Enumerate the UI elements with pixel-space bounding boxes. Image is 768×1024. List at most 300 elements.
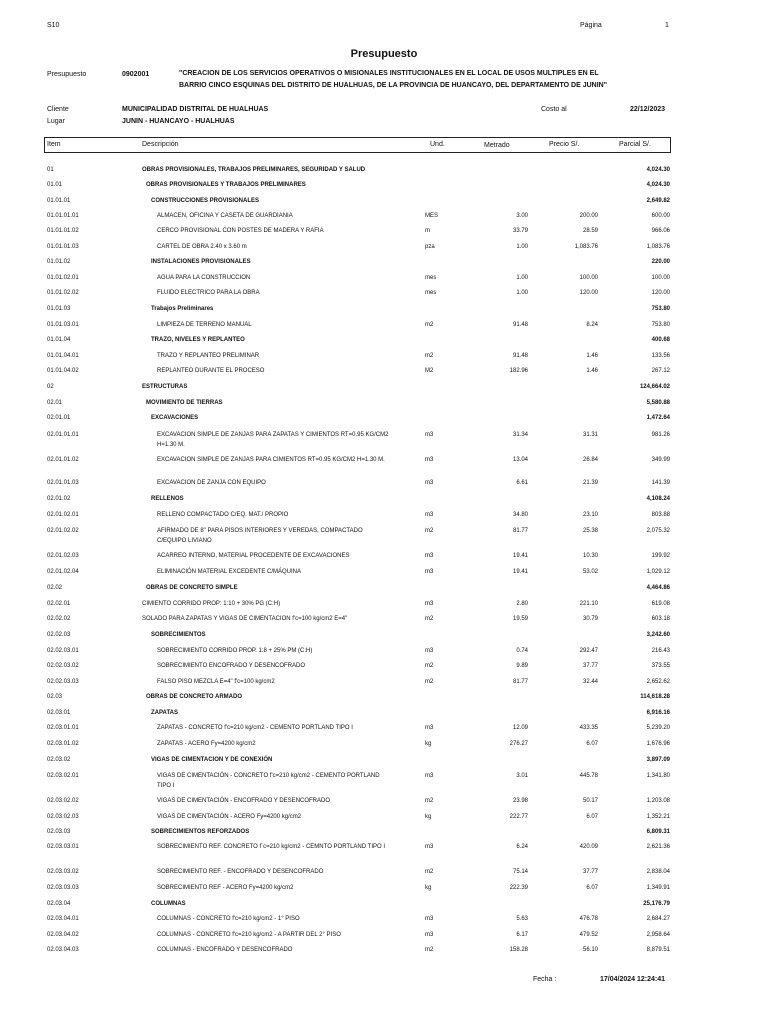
item-code: 02.01.02.01	[47, 512, 79, 518]
item-description: OBRAS PROVISIONALES, TRABAJOS PRELIMINARES, SEGURIDAD Y SALUD	[142, 167, 366, 173]
item-parcial: 2,075.32	[646, 528, 670, 534]
cliente-value: MUNICIPALIDAD DISTRITAL DE HUALHUAS	[122, 106, 269, 113]
costo-label: Costo al	[541, 106, 567, 113]
item-precio: 1,083.76	[574, 244, 598, 250]
item-description: OBRAS DE CONCRETO SIMPLE	[146, 585, 238, 591]
item-code: 02.03.04.02	[47, 932, 79, 938]
item-parcial: 1,676.96	[646, 741, 670, 747]
table-row	[0, 226, 768, 242]
col-parcial: Parcial S/.	[619, 141, 651, 148]
table-row	[0, 883, 768, 899]
item-description: TRAZO, NIVELES Y REPLANTEO	[151, 337, 245, 343]
col-metrado: Metrado	[484, 142, 510, 149]
item-metrado: 19.41	[512, 553, 528, 559]
item-code: 02.02.03.03	[47, 679, 79, 685]
item-unit: M2	[425, 368, 434, 374]
item-description: SOBRECIMIENTOS	[151, 632, 206, 638]
table-row	[0, 455, 768, 471]
item-unit: MES	[425, 213, 439, 219]
table-row	[0, 646, 768, 662]
col-item: Item	[47, 141, 61, 148]
item-precio: 200.00	[579, 213, 598, 219]
item-description: CARTEL DE OBRA 2.40 x 3.60 m	[157, 244, 247, 250]
costo-date: 22/12/2023	[630, 106, 666, 113]
item-description: COLUMNAS - CONCRETO f'c=210 kg/cm2 - 1° PISO	[157, 916, 300, 922]
item-unit: mes	[425, 275, 437, 281]
lugar-value: JUNIN - HUANCAYO - HUALHUAS	[122, 118, 235, 125]
item-precio: 1.46	[586, 368, 598, 374]
table-row	[0, 630, 768, 646]
item-metrado: 182.96	[509, 368, 528, 374]
item-unit: m2	[425, 679, 434, 685]
item-description: CONSTRUCCIONES PROVISIONALES	[151, 198, 260, 204]
item-code: 01.01.02.02	[47, 290, 79, 296]
item-metrado: 33.79	[512, 228, 528, 234]
item-description: REPLANTEO DURANTE EL PROCESO	[157, 368, 265, 374]
item-precio: 56.10	[582, 947, 598, 953]
table-row	[0, 867, 768, 883]
item-description: SOBRECIMIENTO REF. - ENCOFRADO Y DESENCOFRADO	[157, 869, 324, 875]
item-unit: m3	[425, 916, 434, 922]
item-metrado: 31.34	[512, 432, 528, 438]
cliente-label: Cliente	[47, 106, 69, 113]
table-row	[0, 583, 768, 599]
item-parcial: 100.00	[651, 275, 670, 281]
item-metrado: 34.80	[512, 512, 528, 518]
item-precio: 37.77	[582, 869, 598, 875]
item-code: 02.03.03.01	[47, 844, 79, 850]
item-parcial: 220.00	[651, 259, 670, 265]
item-unit: m2	[425, 528, 434, 534]
item-parcial: 753.80	[651, 322, 670, 328]
item-parcial: 216.43	[651, 648, 670, 654]
table-row	[0, 335, 768, 351]
item-precio: 120.00	[579, 290, 598, 296]
item-metrado: 6.17	[516, 932, 528, 938]
item-precio: 6.07	[586, 741, 598, 747]
item-parcial: 603.18	[651, 616, 670, 622]
item-precio: 8.24	[586, 322, 598, 328]
item-description: AFIRMADO DE 8" PARA PISOS INTERIORES Y VEREDAS, COMPACTADO C/EQUIPO LIVIANO	[157, 528, 363, 544]
col-descripcion: Descripción	[142, 141, 179, 148]
item-unit: m3	[425, 553, 434, 559]
item-precio: 31.31	[582, 432, 598, 438]
item-parcial: 981.26	[651, 432, 670, 438]
item-code: 02.03.02.01	[47, 773, 79, 779]
item-parcial: 1,341.80	[646, 773, 670, 779]
table-row	[0, 273, 768, 289]
item-description: VIGAS DE CIMENTACIÓN - CONCRETO f'c=210 kg/cm2 - CEMENTO PORTLAND TIPO I	[157, 773, 380, 789]
item-unit: m	[425, 228, 430, 234]
item-precio: 6.07	[586, 885, 598, 891]
item-code: 02.01.02.04	[47, 569, 79, 575]
item-code: 02.01.02	[47, 496, 71, 502]
item-code: 02.03.03.02	[47, 869, 79, 875]
item-metrado: 3.00	[516, 213, 528, 219]
item-unit: kg	[425, 814, 432, 820]
table-row	[0, 614, 768, 630]
item-unit: m2	[425, 322, 434, 328]
item-precio: 25.38	[582, 528, 598, 534]
item-unit: kg	[425, 885, 432, 891]
item-parcial: 1,083.76	[646, 244, 670, 250]
item-metrado: 19.41	[512, 569, 528, 575]
item-parcial: 3,242.60	[646, 632, 670, 638]
item-metrado: 222.77	[509, 814, 528, 820]
item-code: 02.02.01	[47, 601, 71, 607]
item-code: 02.01.01	[47, 415, 71, 421]
table-row	[0, 398, 768, 414]
item-description: RELLENOS	[151, 496, 184, 502]
table-row	[0, 366, 768, 382]
item-metrado: 9.89	[516, 663, 528, 669]
item-precio: 50.17	[582, 798, 598, 804]
page-title: Presupuesto	[350, 48, 418, 60]
item-metrado: 3.01	[516, 773, 528, 779]
item-parcial: 1,029.12	[646, 569, 670, 575]
table-row	[0, 180, 768, 196]
table-row	[0, 739, 768, 755]
item-precio: 6.07	[586, 814, 598, 820]
presupuesto-code: 0902001	[122, 71, 150, 78]
item-metrado: 81.77	[512, 679, 528, 685]
item-description: CERCO PROVISIONAL CON POSTES DE MADERA Y RAFIA	[157, 228, 324, 234]
table-row	[0, 382, 768, 398]
item-unit: m3	[425, 457, 434, 463]
item-code: 02.03	[47, 694, 63, 700]
item-precio: 479.52	[579, 932, 598, 938]
item-metrado: 2.80	[516, 601, 528, 607]
item-code: 01.01.01.01	[47, 213, 79, 219]
table-row	[0, 755, 768, 771]
item-unit: m2	[425, 869, 434, 875]
item-code: 01.01.04.02	[47, 368, 79, 374]
item-unit: m3	[425, 844, 434, 850]
item-unit: m2	[425, 353, 434, 359]
item-precio: 53.02	[582, 569, 598, 575]
item-code: 01.01	[47, 182, 63, 188]
project-name: "CREACION DE LOS SERVICIOS OPERATIVOS O MISIONALES INSTITUCIONALES EN EL LOCAL DE USOS MULTIPLES EN EL BARRIO CINCO ESQUINAS DEL DISTRITO DE HUALHUAS, DE LA PROVINCIA DE HUANCAYO, DEL DEPARTAMENTO DE JUNIN"	[179, 70, 608, 89]
item-unit: m3	[425, 569, 434, 575]
item-code: 02.03.03	[47, 829, 71, 835]
item-description: AGUA PARA LA CONSTRUCCION	[157, 275, 251, 281]
item-description: EXCAVACION DE ZANJA CON EQUIPO	[157, 480, 266, 486]
item-precio: 292.47	[579, 648, 598, 654]
item-parcial: 600.00	[651, 213, 670, 219]
item-description: SOBRECIMIENTO REF - ACERO Fy=4200 kg/cm2	[157, 885, 294, 891]
item-description: COLUMNAS - ENCOFRADO Y DESENCOFRADO	[157, 947, 293, 953]
item-metrado: 222.39	[509, 885, 528, 891]
item-parcial: 141.39	[651, 480, 670, 486]
item-code: 02.02.02	[47, 616, 71, 622]
table-row	[0, 165, 768, 181]
item-parcial: 199.92	[651, 553, 670, 559]
item-precio: 433.35	[579, 725, 598, 731]
item-code: 01.01.04	[47, 337, 71, 343]
item-metrado: 6.24	[516, 844, 528, 850]
item-description: VIGAS DE CIMENTACIÓN - ACERO Fy=4200 kg/cm2	[157, 814, 302, 820]
item-parcial: 4,024.30	[646, 182, 670, 188]
item-unit: m2	[425, 616, 434, 622]
table-row	[0, 677, 768, 693]
item-precio: 420.09	[579, 844, 598, 850]
item-description: ELIMINACIÓN MATERIAL EXCEDENTE C/MÁQUINA	[157, 569, 302, 575]
item-parcial: 5,580.88	[646, 400, 670, 406]
item-description: ZAPATAS	[151, 710, 178, 716]
item-parcial: 400.68	[651, 337, 670, 343]
item-description: ACARREO INTERNO, MATERIAL PROCEDENTE DE EXCAVACIONES	[157, 553, 350, 559]
item-description: SOLADO PARA ZAPATAS Y VIGAS DE CIMENTACION f'c=100 kg/cm2 E=4"	[142, 616, 348, 622]
item-metrado: 5.63	[516, 916, 528, 922]
item-precio: 30.79	[582, 616, 598, 622]
item-code: 02.02.03.02	[47, 663, 79, 669]
item-code: 02.01.02.03	[47, 553, 79, 559]
item-code: 02.01.01.02	[47, 457, 79, 463]
table-row	[0, 930, 768, 946]
item-parcial: 6,809.31	[646, 829, 670, 835]
table-row	[0, 351, 768, 367]
item-parcial: 133.56	[651, 353, 670, 359]
table-row	[0, 812, 768, 828]
item-unit: m2	[425, 663, 434, 669]
item-description: EXCAVACIONES	[151, 415, 199, 421]
table-row	[0, 914, 768, 930]
table-row	[0, 257, 768, 273]
table-row	[0, 692, 768, 708]
item-parcial: 803.88	[651, 512, 670, 518]
item-parcial: 124,664.02	[639, 384, 670, 390]
item-precio: 26.84	[582, 457, 598, 463]
item-code: 02.03.01.01	[47, 725, 79, 731]
item-code: 02.03.04.03	[47, 947, 79, 953]
item-code: 02.03.02	[47, 757, 71, 763]
item-precio: 476.78	[579, 916, 598, 922]
table-row	[0, 567, 768, 583]
table-row	[0, 827, 768, 843]
item-parcial: 966.06	[651, 228, 670, 234]
item-precio: 37.77	[582, 663, 598, 669]
item-unit: m2	[425, 947, 434, 953]
table-row	[0, 242, 768, 258]
item-description: COLUMNAS	[151, 901, 186, 907]
item-unit: kg	[425, 741, 432, 747]
item-metrado: 91.48	[512, 322, 528, 328]
item-code: 02.02	[47, 585, 63, 591]
table-row	[0, 510, 768, 526]
table-row	[0, 430, 768, 446]
table-row	[0, 945, 768, 961]
item-code: 02.03.04	[47, 901, 71, 907]
item-metrado: 1.00	[516, 275, 528, 281]
item-description: SOBRECIMIENTO REF. CONCRETO f´c=210 kg/cm2 - CEMNTO PORTLAND TIPO I	[157, 844, 385, 850]
table-row	[0, 320, 768, 336]
table-row	[0, 196, 768, 212]
item-unit: m3	[425, 648, 434, 654]
report-code: S10	[47, 22, 60, 29]
item-code: 01.01.03	[47, 306, 71, 312]
item-parcial: 8,879.51	[646, 947, 670, 953]
item-parcial: 120.00	[651, 290, 670, 296]
item-code: 02.01.02.02	[47, 528, 79, 534]
item-parcial: 1,472.64	[646, 415, 670, 421]
presupuesto-label: Presupuesto	[47, 71, 87, 78]
item-parcial: 4,108.24	[646, 496, 670, 502]
table-row	[0, 413, 768, 429]
item-code: 01	[47, 167, 54, 173]
item-description: MOVIMIENTO DE TIERRAS	[146, 400, 223, 406]
table-row	[0, 526, 768, 542]
item-parcial: 4,024.30	[646, 167, 670, 173]
item-code: 02.01.01.01	[47, 432, 79, 438]
item-metrado: 91.48	[512, 353, 528, 359]
item-unit: m3	[425, 773, 434, 779]
item-parcial: 114,618.28	[640, 694, 670, 700]
item-description: VIGAS DE CIMENTACION Y DE CONEXIÓN	[151, 757, 273, 763]
item-parcial: 3,897.09	[646, 757, 670, 763]
item-description: OBRAS DE CONCRETO ARMADO	[146, 694, 243, 700]
item-description: SOBRECIMIENTO ENCOFRADO Y DESENCOFRADO	[157, 663, 306, 669]
item-description: OBRAS PROVISIONALES Y TRABAJOS PRELIMINARES	[146, 182, 306, 188]
table-row	[0, 708, 768, 724]
fecha-label: Fecha :	[533, 976, 557, 983]
item-parcial: 2,958.64	[646, 932, 670, 938]
item-parcial: 2,684.27	[646, 916, 670, 922]
item-unit: m3	[425, 512, 434, 518]
item-code: 02.03.01.02	[47, 741, 79, 747]
item-code: 02.02.03.01	[47, 648, 79, 654]
item-description: ALMACEN, OFICINA Y CASETA DE GUARDIANIA	[157, 213, 293, 219]
table-row	[0, 842, 768, 858]
fecha-value: 17/04/2024 12:24:41	[600, 976, 665, 983]
item-metrado: 1.00	[516, 290, 528, 296]
table-row	[0, 304, 768, 320]
item-parcial: 6,916.16	[646, 710, 670, 716]
item-description: ZAPATAS - ACERO Fy=4200 kg/cm2	[157, 741, 256, 747]
table-row	[0, 599, 768, 615]
page-number: 1	[665, 22, 669, 29]
item-parcial: 2,621.36	[646, 844, 670, 850]
item-unit: m3	[425, 601, 434, 607]
item-description: Trabajos Preliminares	[151, 306, 214, 312]
item-parcial: 2,649.82	[646, 198, 670, 204]
item-precio: 445.78	[579, 773, 598, 779]
item-metrado: 23.98	[512, 798, 528, 804]
item-metrado: 1.00	[516, 244, 528, 250]
item-parcial: 4,464.86	[646, 585, 670, 591]
table-row	[0, 899, 768, 915]
item-description: TRAZO Y REPLANTEO PRELIMINAR	[157, 353, 260, 359]
item-code: 02.01	[47, 400, 63, 406]
item-description: INSTALACIONES PROVISIONALES	[151, 259, 251, 265]
item-description: EXCAVACION SIMPLE DE ZANJAS PARA ZAPATAS Y CIMIENTOS RT=0.95 KG/CM2 H=1.30 M.	[157, 432, 389, 448]
item-description: RELLENO COMPACTADO C/EQ. MAT./ PROPIO	[157, 512, 289, 518]
item-description: FLUIDO ELECTRICO PARA LA OBRA	[157, 290, 260, 296]
item-parcial: 349.99	[651, 457, 670, 463]
item-metrado: 6.61	[516, 480, 528, 486]
item-code: 01.01.03.01	[47, 322, 79, 328]
item-code: 02.03.01	[47, 710, 71, 716]
item-precio: 1.46	[586, 353, 598, 359]
table-row	[0, 661, 768, 677]
item-description: ESTRUCTURAS	[142, 384, 188, 390]
item-unit: m3	[425, 480, 434, 486]
table-row	[0, 478, 768, 494]
item-unit: mes	[425, 290, 437, 296]
item-unit: m3	[425, 932, 434, 938]
item-description: ZAPATAS - CONCRETO f'c=210 kg/cm2 - CEMENTO PORTLAND TIPO I	[157, 725, 353, 731]
item-metrado: 0.74	[516, 648, 528, 654]
item-code: 01.01.01	[47, 198, 71, 204]
item-code: 01.01.02	[47, 259, 71, 265]
lugar-label: Lugar	[47, 118, 65, 125]
item-code: 02.02.03	[47, 632, 71, 638]
item-parcial: 619.08	[651, 601, 670, 607]
item-code: 01.01.02.01	[47, 275, 79, 281]
item-description: FALSO PISO MEZCLA E=4" f'c=100 kg/cm2	[157, 679, 275, 685]
table-row	[0, 494, 768, 510]
item-metrado: 13.04	[512, 457, 528, 463]
item-metrado: 19.59	[512, 616, 528, 622]
item-precio: 32.44	[582, 679, 598, 685]
item-metrado: 81.77	[512, 528, 528, 534]
item-precio: 21.39	[582, 480, 598, 486]
item-parcial: 373.55	[651, 663, 670, 669]
item-code: 02	[47, 384, 54, 390]
item-code: 02.03.02.02	[47, 798, 79, 804]
item-description: LIMPIEZA DE TERRENO MANUAL	[157, 322, 252, 328]
item-parcial: 25,176.79	[643, 901, 670, 907]
table-row	[0, 211, 768, 227]
item-metrado: 158.28	[509, 947, 528, 953]
item-description: VIGAS DE CIMENTACIÓN - ENCOFRADO Y DESENCOFRADO	[157, 798, 331, 804]
item-precio: 100.00	[579, 275, 598, 281]
item-code: 01.01.01.02	[47, 228, 79, 234]
col-und: Und.	[430, 141, 445, 148]
item-unit: pza	[425, 244, 435, 250]
item-parcial: 2,652.62	[646, 679, 670, 685]
item-description: SOBRECIMIENTO CORRIDO PROP. 1:8 + 25% PM (C:H)	[157, 648, 313, 654]
item-parcial: 1,203.08	[646, 798, 670, 804]
item-unit: m3	[425, 725, 434, 731]
item-precio: 23.10	[582, 512, 598, 518]
item-unit: m3	[425, 432, 434, 438]
col-precio: Precio S/.	[549, 141, 580, 148]
item-metrado: 75.14	[512, 869, 528, 875]
item-parcial: 267.12	[651, 368, 670, 374]
item-metrado: 276.27	[509, 741, 528, 747]
item-code: 02.03.02.03	[47, 814, 79, 820]
item-description: CIMIENTO CORRIDO PROP: 1:10 + 30% PG (C:H)	[142, 601, 281, 607]
item-precio: 28.59	[582, 228, 598, 234]
item-metrado: 12.09	[512, 725, 528, 731]
item-parcial: 5,239.20	[646, 725, 670, 731]
item-code: 01.01.04.01	[47, 353, 79, 359]
table-row	[0, 796, 768, 812]
item-description: COLUMNAS - CONCRETO f'c=210 kg/cm2 - A PARTIR DEL 2° PISO	[157, 932, 341, 938]
item-precio: 10.30	[582, 553, 598, 559]
item-code: 01.01.01.03	[47, 244, 79, 250]
page-label: Página	[580, 22, 602, 29]
table-row	[0, 723, 768, 739]
item-precio: 221.10	[579, 601, 598, 607]
item-code: 02.03.03.03	[47, 885, 79, 891]
item-code: 02.03.04.01	[47, 916, 79, 922]
item-unit: m2	[425, 798, 434, 804]
item-description: EXCAVACION SIMPLE DE ZANJAS PARA CIMIENTOS RT=0.95 KG/CM2 H=1.30 M.	[157, 457, 385, 463]
item-parcial: 1,349.91	[646, 885, 670, 891]
table-row	[0, 771, 768, 787]
item-parcial: 2,838.04	[646, 869, 670, 875]
